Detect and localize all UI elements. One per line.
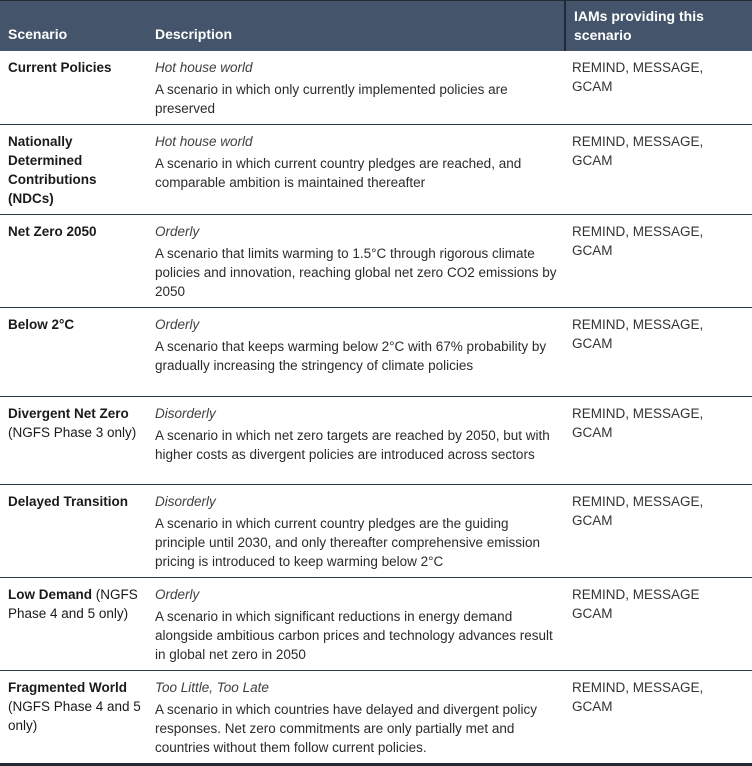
table-row-delayed-transition — [0, 484, 752, 577]
scenario-category: Hot house world — [155, 134, 253, 149]
iams-cell: REMIND, MESSAGE, GCAM — [572, 406, 704, 440]
description-cell — [147, 485, 564, 577]
scenario-note: (NGFS Phase 4 and 5 only) — [8, 587, 138, 621]
scenario-name: Current Policies — [8, 60, 112, 75]
scenario-cell — [0, 578, 147, 670]
scenario-category: Hot house world — [155, 60, 253, 75]
scenario-description: A scenario that limits warming to 1.5°C through rigorous climate policies and innovation, reaching global net zero CO2 emissions by 2050 — [155, 246, 557, 299]
scenario-name: Low Demand — [8, 587, 93, 602]
scenario-description: A scenario in which net zero targets are reached by 2050, but with higher costs as divergent policies are introduced across sectors — [155, 428, 550, 462]
table-row-low-demand — [0, 577, 752, 670]
iams-cell: REMIND, MESSAGE, GCAM — [572, 224, 704, 258]
scenario-category: Orderly — [155, 224, 200, 239]
column-header-iams: IAMs providing this scenario — [564, 1, 752, 51]
table-row-below-2c — [0, 307, 752, 396]
description-cell — [147, 578, 564, 670]
scenario-name: Divergent Net Zero — [8, 406, 129, 421]
iams-cell: REMIND, MESSAGE, GCAM — [572, 134, 704, 168]
scenario-note: (NGFS Phase 3 only) — [8, 425, 137, 440]
iams-cell: REMIND, MESSAGE, GCAM — [572, 680, 704, 714]
scenario-cell — [0, 51, 147, 124]
description-cell — [147, 308, 564, 396]
description-cell — [147, 51, 564, 124]
table-row-net-zero-2050 — [0, 214, 752, 307]
scenario-category: Too Little, Too Late — [155, 680, 269, 695]
iams-cell: REMIND, MESSAGE GCAM — [572, 587, 700, 621]
scenario-cell — [0, 397, 147, 484]
scenario-description: A scenario in which significant reductions in energy demand alongside ambitious carbon prices and technology advances result in global net zero in 2050 — [155, 609, 553, 662]
table-row-ndcs — [0, 124, 752, 214]
scenario-cell — [0, 125, 147, 214]
scenario-category: Disorderly — [155, 494, 216, 509]
scenario-name: Nationally Determined Contributions (NDCs) — [8, 134, 97, 206]
iams-cell: REMIND, MESSAGE, GCAM — [572, 60, 704, 94]
column-header-scenario: Scenario — [8, 26, 68, 42]
description-cell — [147, 215, 564, 307]
scenario-name: Delayed Transition — [8, 494, 129, 509]
scenario-description: A scenario in which current country pledges are the guiding principle until 2030, and only thereafter comprehensive emission pricing is introduced to keep warming below 2°C — [155, 516, 540, 569]
description-cell — [147, 397, 564, 484]
scenario-cell — [0, 485, 147, 577]
scenario-note: (NGFS Phase 4 and 5 only) — [8, 699, 141, 733]
description-cell — [147, 125, 564, 214]
scenario-category: Orderly — [155, 587, 200, 602]
scenario-name: Fragmented World — [8, 680, 128, 695]
table-row-divergent-net-zero — [0, 396, 752, 484]
iams-cell: REMIND, MESSAGE, GCAM — [572, 494, 704, 528]
scenario-cell — [0, 671, 147, 763]
scenario-description: A scenario in which current country pledges are reached, and comparable ambition is maintained thereafter — [155, 156, 522, 190]
table-row-fragmented-world — [0, 670, 752, 763]
scenario-category: Orderly — [155, 317, 200, 332]
scenario-name: Below 2°C — [8, 317, 75, 332]
table-header-row — [0, 1, 752, 51]
scenario-cell — [0, 215, 147, 307]
column-header-description: Description — [155, 26, 233, 42]
scenario-description: A scenario that keeps warming below 2°C with 67% probability by gradually increasing the stringency of climate policies — [155, 339, 547, 373]
scenario-category: Disorderly — [155, 406, 216, 421]
scenario-name: Net Zero 2050 — [8, 224, 97, 239]
iams-cell: REMIND, MESSAGE, GCAM — [572, 317, 704, 351]
scenario-description: A scenario in which only currently implemented policies are preserved — [155, 82, 508, 116]
scenario-description: A scenario in which countries have delayed and divergent policy responses. Net zero commitments are only partially met and countries without them follow current policies. — [155, 702, 537, 755]
description-cell — [147, 671, 564, 763]
scenario-cell — [0, 308, 147, 396]
table-row-current-policies — [0, 51, 752, 124]
